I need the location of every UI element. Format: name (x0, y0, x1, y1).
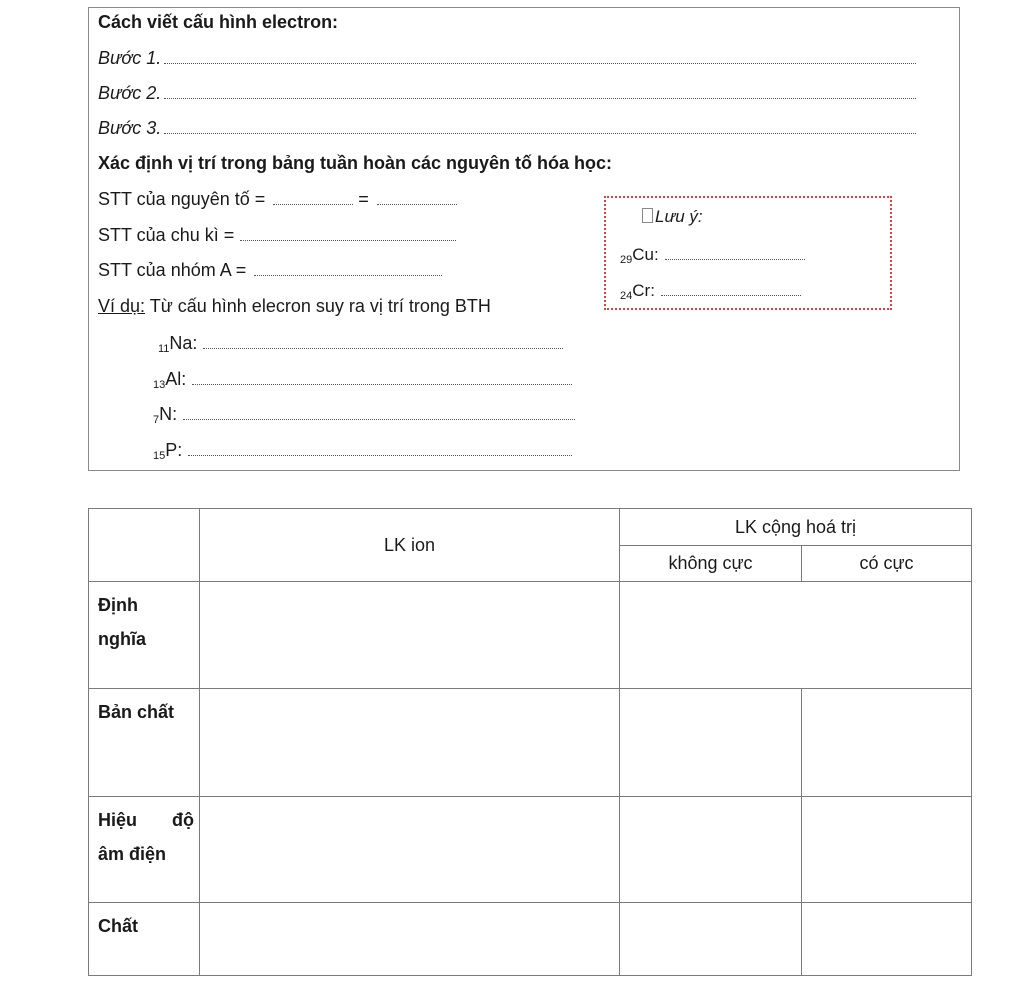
element-blank[interactable] (188, 455, 572, 456)
atomic-number: 29 (620, 254, 633, 266)
cell-polar-chat[interactable] (802, 903, 972, 976)
step-2-blank[interactable] (164, 98, 916, 99)
cell-nonpolar-ban-chat[interactable] (620, 689, 802, 797)
step-3-row (98, 117, 916, 139)
cell-polar-ban-chat[interactable] (802, 689, 972, 797)
stt-nhom-blank[interactable] (254, 275, 442, 276)
element-blank[interactable] (203, 348, 563, 349)
stt-nguyen-to-row (98, 188, 457, 210)
note-blank[interactable] (665, 259, 805, 260)
table-row (89, 797, 972, 903)
atomic-number: 15 (153, 450, 166, 462)
element-blank[interactable] (183, 419, 575, 420)
element-symbol: N: (159, 404, 178, 424)
corner-cell (89, 509, 200, 582)
table-row (89, 903, 972, 976)
element-row (153, 368, 572, 393)
stt-chu-ki-blank[interactable] (240, 240, 456, 241)
step-3-blank[interactable] (164, 133, 916, 134)
step-3-label: Bước 3. (98, 118, 162, 138)
row-label-line: Chất (98, 916, 138, 936)
element-blank[interactable] (192, 384, 572, 385)
step-2-row (98, 82, 916, 104)
cell-ion-hieu-do-am-dien[interactable] (200, 797, 620, 903)
row-label-line (98, 803, 194, 837)
header-lk-ion: LK ion (200, 509, 620, 582)
cell-ion-chat[interactable] (200, 903, 620, 976)
step-1-blank[interactable] (164, 63, 916, 64)
note-item (620, 280, 801, 304)
cell-polar-hieu-do-am-dien[interactable] (802, 797, 972, 903)
cell-ion-ban-chat[interactable] (200, 689, 620, 797)
cell-nonpolar-chat[interactable] (620, 903, 802, 976)
example-text: Từ cấu hình elecron suy ra vị trí trong BTH (145, 296, 491, 316)
cell-nonpolar-hieu-do-am-dien[interactable] (620, 797, 802, 903)
stt-chu-ki-label: STT của chu kì = (98, 225, 235, 245)
stt-nguyen-to-label: STT của nguyên tố = (98, 189, 266, 209)
element-row (158, 332, 563, 357)
atomic-number: 13 (153, 379, 166, 391)
element-symbol: P: (165, 440, 183, 460)
note-title: Lưu ý: (655, 207, 703, 226)
note-item (620, 244, 805, 268)
example-row (98, 295, 491, 317)
equals-sign: = (358, 189, 369, 209)
element-symbol: Na: (169, 333, 198, 353)
stt-nguyen-to-blank-1[interactable] (273, 204, 353, 205)
cell-ion-dinh-nghia[interactable] (200, 582, 620, 689)
bond-comparison-table (88, 508, 972, 976)
row-label-line: nghĩa (98, 629, 146, 649)
row-label-line: âm điện (98, 844, 167, 864)
row-label-hieu-do-am-dien (89, 797, 200, 903)
stt-nhom-label: STT của nhóm A = (98, 260, 247, 280)
row-label-chat (89, 903, 200, 976)
step-1-label: Bước 1. (98, 48, 162, 68)
header-lk-cong-hoa-tri: LK cộng hoá trị (620, 509, 972, 546)
row-label-word: độ (172, 810, 194, 830)
stt-chu-ki-row (98, 224, 456, 246)
stt-nguyen-to-blank-2[interactable] (377, 204, 457, 205)
element-row (153, 403, 575, 428)
row-label-line: Bản chất (98, 702, 175, 722)
element-symbol: Cu: (632, 245, 659, 264)
header-co-cuc: có cực (802, 546, 972, 582)
atomic-number: 11 (158, 343, 170, 355)
element-row (153, 439, 572, 464)
step-2-label: Bước 2. (98, 83, 162, 103)
step-1-row (98, 47, 916, 69)
note-box (604, 196, 892, 310)
atomic-number: 7 (153, 414, 160, 426)
table-row (89, 582, 972, 689)
row-label-dinh-nghia (89, 582, 200, 689)
row-label-line: Định (98, 595, 138, 615)
header-khong-cuc: không cực (620, 546, 802, 582)
element-symbol: Cr: (632, 281, 655, 300)
stt-nhom-row (98, 259, 442, 281)
cell-covalent-dinh-nghia[interactable] (620, 582, 972, 689)
section2-title: Xác định vị trí trong bảng tuần hoàn các nguyên tố hóa học: (98, 153, 613, 173)
note-icon (642, 208, 653, 223)
row-label-ban-chat (89, 689, 200, 797)
example-label: Ví dụ: (98, 296, 146, 316)
note-blank[interactable] (661, 295, 801, 296)
note-title-row (642, 206, 703, 228)
section1-title: Cách viết cấu hình electron: (98, 12, 339, 32)
element-symbol: Al: (165, 369, 187, 389)
row-label-word: Hiệu (98, 810, 138, 830)
atomic-number: 24 (620, 290, 633, 302)
table-row (89, 689, 972, 797)
